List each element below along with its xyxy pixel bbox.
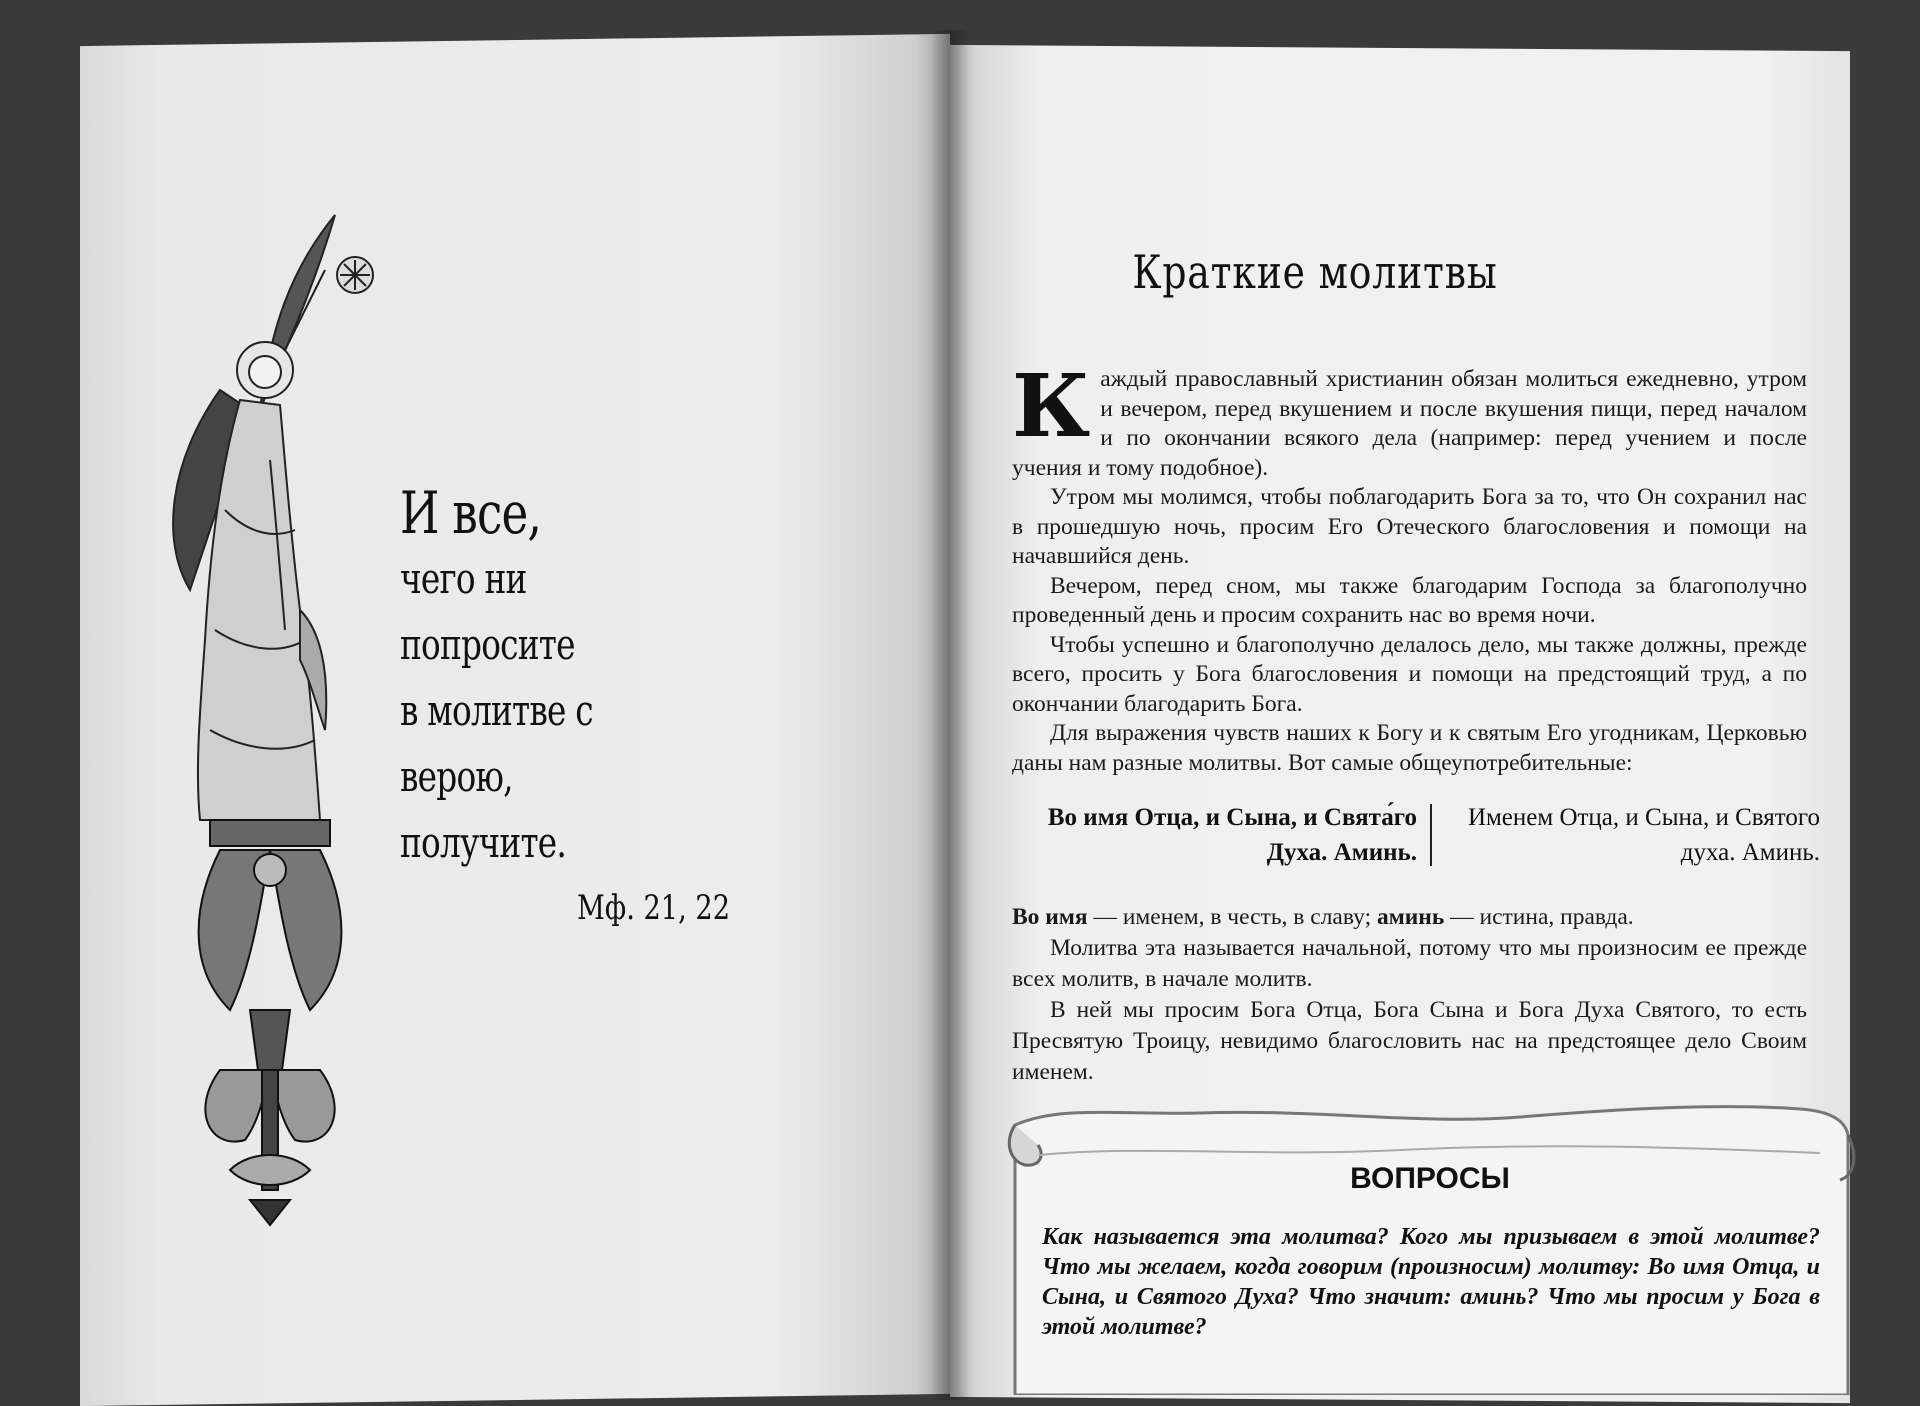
- paragraph-text: аждый православный христианин обязан молиться ежедневно, утром и вечером, перед вкушением и после вкушения пищи, перед началом и по окончании всякого дела (например: перед учением и после учения и тому подобное).: [1012, 366, 1807, 481]
- paragraph: [1012, 356, 1807, 483]
- quote-reference: Мф. 21, 22: [577, 888, 730, 928]
- prayer-slavonic: Во имя Отца, и Сына, и Свята́го Духа. Аминь.: [1047, 804, 1417, 866]
- book-gutter: [930, 30, 970, 1400]
- paragraph: Молитва эта называется начальной, потому что мы произносим ее прежде всех молитв, в начале молитв.: [1012, 935, 1807, 992]
- explanation-text: [1012, 902, 1807, 1088]
- gloss-paragraph: [1012, 902, 1807, 933]
- prayer-russian: Именем Отца, и Сына, и Святого духа. Аминь.: [1467, 804, 1820, 866]
- quote-line: чего ни попросите: [400, 554, 575, 669]
- prayer-block: [1012, 800, 1832, 870]
- intro-text: [1012, 356, 1807, 778]
- angel-illustration: [150, 210, 410, 1230]
- divider: [1430, 804, 1432, 866]
- questions-heading: ВОПРОСЫ: [1350, 1162, 1510, 1195]
- paragraph: В ней мы просим Бога Отца, Бога Сына и Бога Духа Святого, то есть Пресвятую Троицу, невидимо благословить нас на предстоящее дело Своим именем.: [1012, 997, 1807, 1085]
- quote-line: получите.: [400, 818, 567, 867]
- gloss-definition: — истина, правда.: [1444, 904, 1634, 930]
- scripture-quote: [400, 480, 730, 928]
- paragraph: Утром мы молимся, чтобы поблагодарить Бога за то, что Он сохранил нас в прошедшую ночь, просим Его Отеческого благословения и помощи на начавшийся день.: [1012, 484, 1807, 569]
- questions-text: Как называется эта молитва? Кого мы призываем в этой молитве? Что мы желаем, когда говорим (произносим) молитву: Во имя Отца, и Сына, и Святого Духа? Что значит: аминь? Что мы просим у Бога в этой молитве?: [1042, 1224, 1820, 1340]
- quote-line: в молитве с верою,: [400, 686, 593, 801]
- drop-cap: К: [1012, 356, 1091, 457]
- gloss-definition: — именем, в честь, в славу;: [1087, 904, 1377, 930]
- gloss-term: аминь: [1377, 904, 1445, 930]
- quote-line: И все,: [400, 479, 542, 547]
- gloss-term: Во имя: [1012, 904, 1088, 930]
- page-title: Краткие молитвы: [1132, 245, 1498, 299]
- paragraph: Чтобы успешно и благополучно делалось дело, мы также должны, прежде всего, просить у Бога благословения и помощи на предстоящий труд, а по окончании благодарить Бога.: [1012, 631, 1807, 717]
- paragraph: Вечером, перед сном, мы также благодарим Господа за благополучно проведенный день и просим сохранить нас во время ночи.: [1012, 572, 1807, 628]
- paragraph: Для выражения чувств наших к Богу и к святым Его угодникам, Церковью даны нам разные молитвы. Вот самые общеупотребительные:: [1012, 720, 1807, 776]
